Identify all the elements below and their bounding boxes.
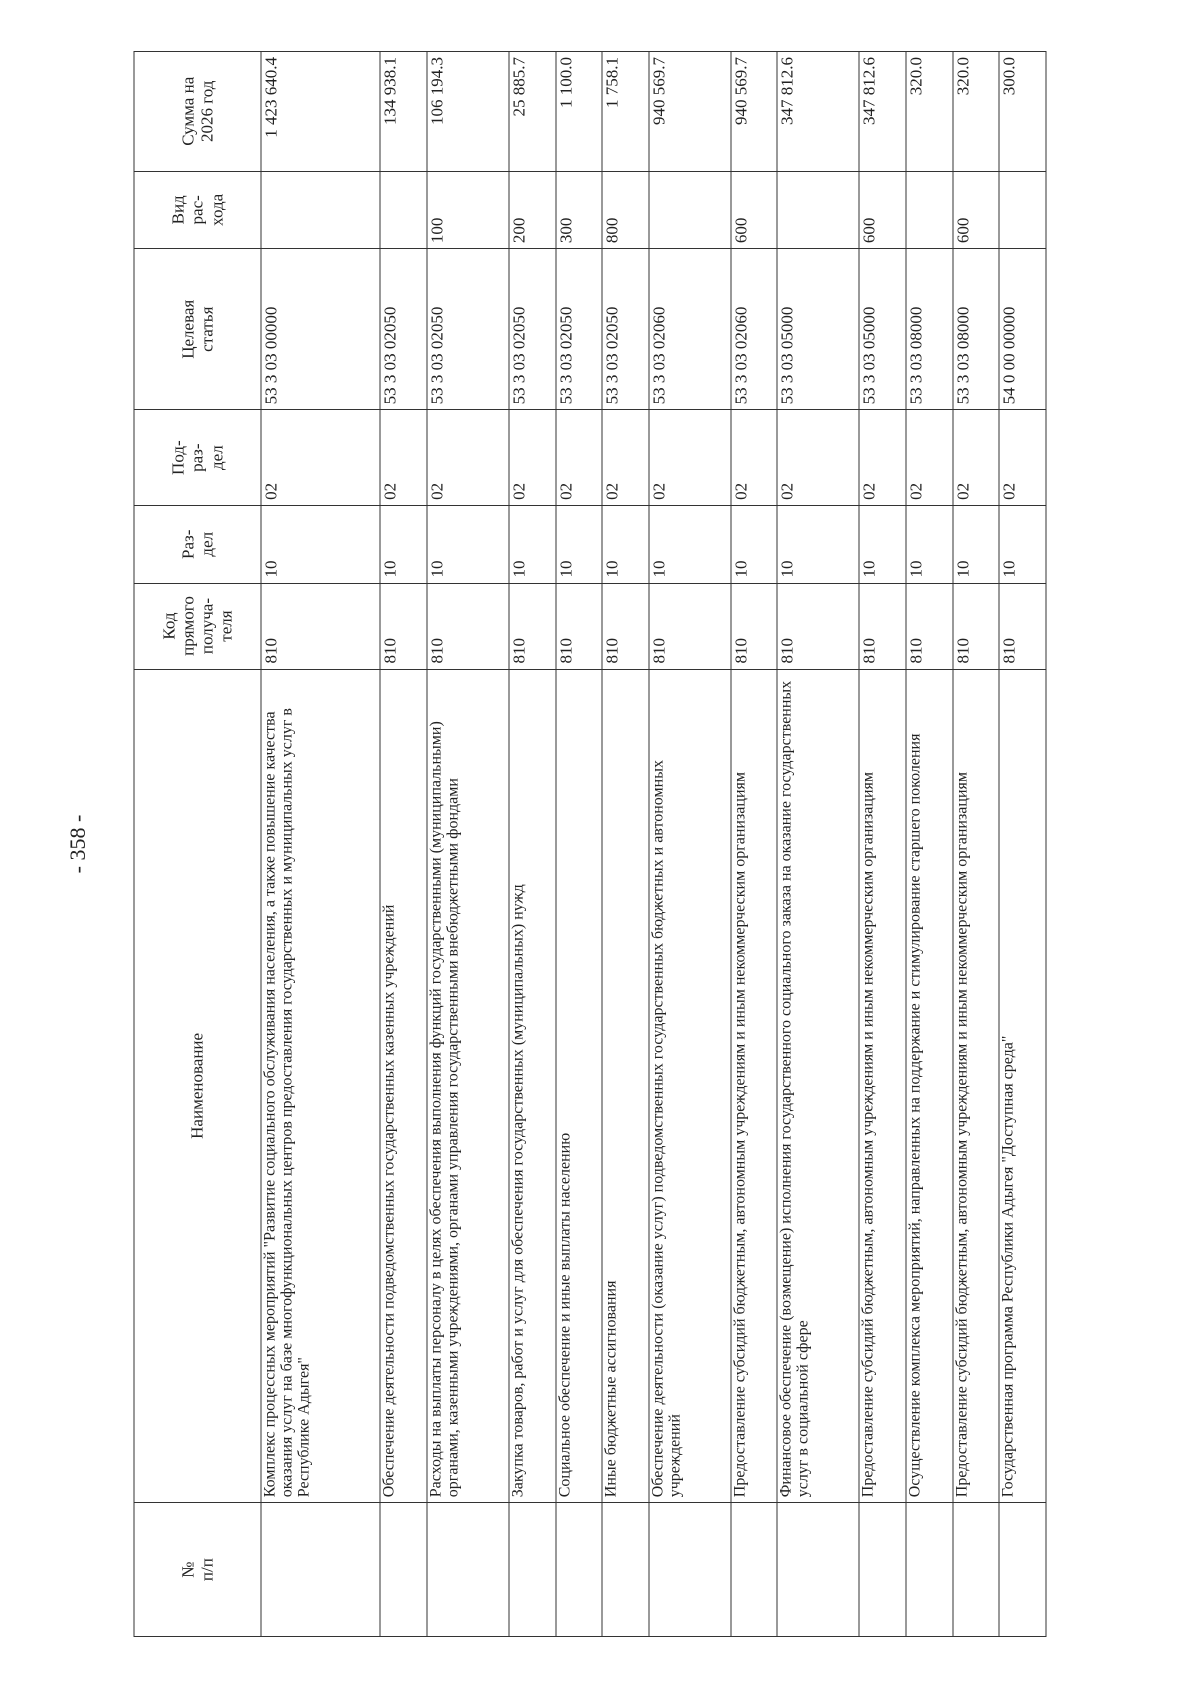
- cell-recipient: 810: [953, 583, 1000, 669]
- cell-subsection: 02: [999, 410, 1046, 506]
- cell-section: 10: [556, 505, 603, 583]
- cell-target: 53 3 03 02050: [427, 249, 509, 410]
- cell-subsection: 02: [427, 410, 509, 506]
- table-row: [380, 52, 427, 1637]
- cell-sum: 106 194.3: [427, 52, 509, 172]
- cell-section: 10: [731, 505, 778, 583]
- cell-recipient: 810: [602, 583, 649, 669]
- cell-target: 53 3 03 02050: [602, 249, 649, 410]
- cell-target: 53 3 03 05000: [777, 249, 859, 410]
- table-row: [261, 52, 380, 1637]
- table-row: [953, 52, 1000, 1637]
- cell-subsection: 02: [602, 410, 649, 506]
- cell-target: 53 3 03 08000: [953, 249, 1000, 410]
- cell-sum: 320.0: [906, 52, 953, 172]
- cell-exp-type: 600: [859, 171, 906, 249]
- cell-target: 54 0 00 00000: [999, 249, 1046, 410]
- cell-name: Иные бюджетные ассигнования: [602, 669, 649, 1503]
- cell-exp-type: [261, 171, 380, 249]
- cell-section: 10: [777, 505, 859, 583]
- cell-section: 10: [602, 505, 649, 583]
- cell-sum: 940 569.7: [731, 52, 778, 172]
- cell-section: 10: [906, 505, 953, 583]
- cell-exp-type: 100: [427, 171, 509, 249]
- cell-name: Обеспечение деятельности подведомственных государственных казенных учреждений: [380, 669, 427, 1503]
- cell-exp-type: [999, 171, 1046, 249]
- cell-num: [649, 1503, 731, 1637]
- cell-subsection: 02: [649, 410, 731, 506]
- table-row: [427, 52, 509, 1637]
- cell-sum: 320.0: [953, 52, 1000, 172]
- cell-num: [427, 1503, 509, 1637]
- cell-target: 53 3 03 02060: [731, 249, 778, 410]
- cell-section: 10: [859, 505, 906, 583]
- cell-section: 10: [261, 505, 380, 583]
- page-number: - 358 -: [65, 814, 90, 874]
- cell-recipient: 810: [906, 583, 953, 669]
- cell-target: 53 3 03 02060: [649, 249, 731, 410]
- budget-table-container: [134, 51, 1047, 1637]
- table-header-row: [134, 52, 261, 1637]
- cell-target: 53 3 03 05000: [859, 249, 906, 410]
- cell-num: [777, 1503, 859, 1637]
- cell-recipient: 810: [509, 583, 556, 669]
- table-row: [649, 52, 731, 1637]
- cell-section: 10: [999, 505, 1046, 583]
- cell-exp-type: [777, 171, 859, 249]
- cell-sum: 1 423 640.4: [261, 52, 380, 172]
- cell-subsection: 02: [261, 410, 380, 506]
- cell-subsection: 02: [777, 410, 859, 506]
- cell-target: 53 3 03 02050: [556, 249, 603, 410]
- table-row: [556, 52, 603, 1637]
- cell-name: Комплекс процессных мероприятий "Развитие социального обслуживания населения, а также повышение качества оказания услуг на базе многофункциональных центров предоставления государственных и муниципальных услуг в Республике Адыгея": [261, 669, 380, 1503]
- cell-target: 53 3 03 00000: [261, 249, 380, 410]
- cell-recipient: 810: [731, 583, 778, 669]
- table-row: [906, 52, 953, 1637]
- cell-sum: 1 100.0: [556, 52, 603, 172]
- cell-recipient: 810: [261, 583, 380, 669]
- cell-name: Социальное обеспечение и иные выплаты населению: [556, 669, 603, 1503]
- cell-exp-type: 300: [556, 171, 603, 249]
- header-section: Раз- дел: [134, 505, 261, 583]
- cell-name: Предоставление субсидий бюджетным, автономным учреждениям и иным некоммерческим организациям: [731, 669, 778, 1503]
- table-row: [999, 52, 1046, 1637]
- header-subsection: Под- раз- дел: [134, 410, 261, 506]
- cell-subsection: 02: [509, 410, 556, 506]
- cell-recipient: 810: [556, 583, 603, 669]
- cell-section: 10: [509, 505, 556, 583]
- header-num: № п/п: [134, 1503, 261, 1637]
- cell-num: [602, 1503, 649, 1637]
- cell-exp-type: [380, 171, 427, 249]
- header-target-article: Целевая статья: [134, 249, 261, 410]
- cell-name: Предоставление субсидий бюджетным, автономным учреждениям и иным некоммерческим организациям: [859, 669, 906, 1503]
- cell-sum: 347 812.6: [777, 52, 859, 172]
- cell-name: Закупка товаров, работ и услуг для обеспечения государственных (муниципальных) нужд: [509, 669, 556, 1503]
- cell-subsection: 02: [953, 410, 1000, 506]
- cell-target: 53 3 03 08000: [906, 249, 953, 410]
- cell-recipient: 810: [427, 583, 509, 669]
- cell-recipient: 810: [777, 583, 859, 669]
- cell-section: 10: [953, 505, 1000, 583]
- cell-sum: 300.0: [999, 52, 1046, 172]
- cell-subsection: 02: [906, 410, 953, 506]
- cell-section: 10: [427, 505, 509, 583]
- table-row: [731, 52, 778, 1637]
- cell-section: 10: [649, 505, 731, 583]
- cell-num: [731, 1503, 778, 1637]
- budget-table: [134, 51, 1047, 1637]
- cell-sum: 347 812.6: [859, 52, 906, 172]
- cell-num: [509, 1503, 556, 1637]
- cell-exp-type: 600: [953, 171, 1000, 249]
- cell-subsection: 02: [556, 410, 603, 506]
- cell-exp-type: 200: [509, 171, 556, 249]
- cell-sum: 134 938.1: [380, 52, 427, 172]
- cell-exp-type: 800: [602, 171, 649, 249]
- cell-target: 53 3 03 02050: [380, 249, 427, 410]
- cell-subsection: 02: [731, 410, 778, 506]
- cell-exp-type: [906, 171, 953, 249]
- cell-subsection: 02: [380, 410, 427, 506]
- cell-section: 10: [380, 505, 427, 583]
- cell-recipient: 810: [649, 583, 731, 669]
- table-row: [509, 52, 556, 1637]
- header-expense-type: Вид рас- хода: [134, 171, 261, 249]
- cell-subsection: 02: [859, 410, 906, 506]
- cell-num: [859, 1503, 906, 1637]
- header-name: Наименование: [134, 669, 261, 1503]
- cell-num: [380, 1503, 427, 1637]
- table-row: [602, 52, 649, 1637]
- cell-target: 53 3 03 02050: [509, 249, 556, 410]
- table-row: [859, 52, 906, 1637]
- cell-exp-type: [649, 171, 731, 249]
- cell-exp-type: 600: [731, 171, 778, 249]
- cell-name: Предоставление субсидий бюджетным, автономным учреждениям и иным некоммерческим организациям: [953, 669, 1000, 1503]
- cell-name: Обеспечение деятельности (оказание услуг) подведомственных государственных бюджетных и автономных учреждений: [649, 669, 731, 1503]
- cell-num: [953, 1503, 1000, 1637]
- cell-recipient: 810: [380, 583, 427, 669]
- cell-num: [261, 1503, 380, 1637]
- cell-name: Осуществление комплекса мероприятий, направленных на поддержание и стимулирование старшего поколения: [906, 669, 953, 1503]
- cell-sum: 1 758.1: [602, 52, 649, 172]
- cell-num: [999, 1503, 1046, 1637]
- cell-recipient: 810: [999, 583, 1046, 669]
- cell-num: [556, 1503, 603, 1637]
- header-recipient-code: Код прямого получа- теля: [134, 583, 261, 669]
- cell-name: Финансовое обеспечение (возмещение) исполнения государственного социального заказа на оказание государственных услуг в социальной сфере: [777, 669, 859, 1503]
- cell-name: Государственная программа Республики Адыгея "Доступная среда": [999, 669, 1046, 1503]
- cell-name: Расходы на выплаты персоналу в целях обеспечения выполнения функций государственными (муниципальными) органами, казенными учреждениями, органами управления государственными внебюджетными фондами: [427, 669, 509, 1503]
- cell-sum: 940 569.7: [649, 52, 731, 172]
- table-row: [777, 52, 859, 1637]
- cell-recipient: 810: [859, 583, 906, 669]
- cell-num: [906, 1503, 953, 1637]
- cell-sum: 25 885.7: [509, 52, 556, 172]
- header-sum-2026: Сумма на 2026 год: [134, 52, 261, 172]
